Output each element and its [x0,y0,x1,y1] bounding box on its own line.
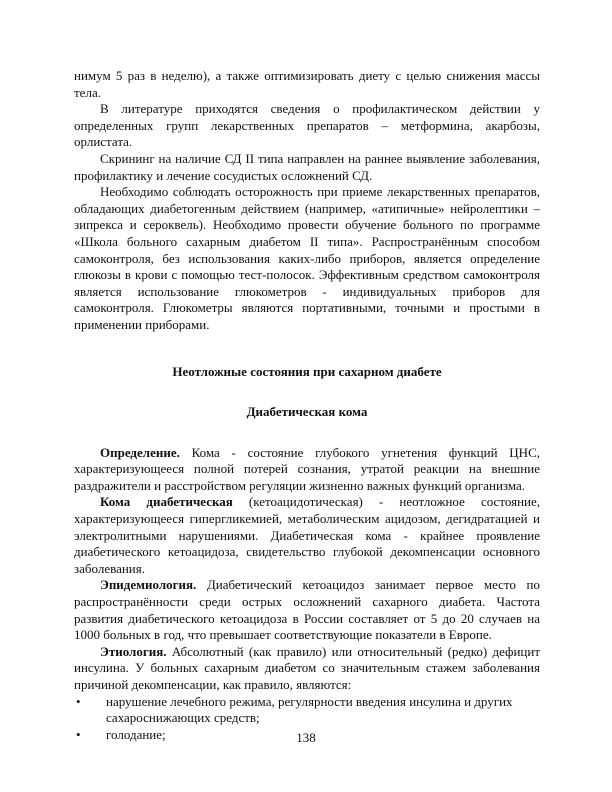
list-item-text: голодание; [106,726,166,742]
ketoacidotic-text: (кетоацидотическая) - неотложное состояние, характеризующееся гипергликемией, метаболическим ацидозом, дегидратацией и электролитными нарушениями. Диабетическая кома - крайнее проявление диабетического кетоацидоза, свидетельство глубокой декомпенсации основного заболевания. [74,494,541,576]
paragraph-continuation: нимум 5 раз в неделю), а также оптимизировать диету с целью снижения массы тела. [74,68,540,100]
list-item [74,694,540,727]
bullet-icon: • [76,693,81,709]
list-item-text: нарушение лечебного режима, регулярности введения инсулина и других сахароснижающих средств; [106,693,513,726]
paragraph-drug-prevention: В литературе приходятся сведения о профилактическом действии у определенных групп лекарственных препаратов – метформина, акарбозы, орлистата. [74,101,540,150]
paragraph-screening: Скрининг на наличие СД II типа направлен на раннее выявление заболевания, профилактику и лечение сосудистых осложнений СД. [74,150,540,183]
etiology-text: Абсолютный (как правило) или относительный (редко) дефицит инсулина. У больных сахарным диабетом со значительным стажем заболевания причиной декомпенсации, как правило, являются: [74,643,540,692]
paragraph-etiology [74,644,540,694]
bullet-icon: • [76,726,81,742]
epidemiology-text: Диабетический кетоацидоз занимает первое место по распространённости среди острых осложнений сахарного диабета. Частота развития диабетического кетоацидоза в России составляет от 5 до 20 случаев на 1000 больных в год, что превышает соответствующие показатели в Европе. [74,577,540,643]
subsection-title: Диабетическая кома [246,404,368,420]
etiology-term: Этиология. [100,643,167,659]
definition-term: Определение. [100,444,180,460]
document-page [74,68,540,743]
paragraph-self-control: Необходимо соблюдать осторожность при приеме лекарственных препаратов, обладающих диабетогенным действием (например, «атипичные» нейролептики – зипрекса и сероквель). Необходимо провести обучение больного по программе «Школа больного сахарным диабетом II типа». Распространённым способом самоконтроля, без использования каких-либо приборов, является определение глюкозы в крови с помощью тест-полосок. Эффективным средством самоконтроля является использование глюкометров - индивидуальных приборов для самоконтроля. Глюкометры являются портативными, точными и простыми в применении приборами. [74,184,540,332]
section-title: Неотложные состояния при сахарном диабете [172,363,442,379]
paragraph-epidemiology [74,577,540,643]
paragraph-definition [74,445,540,495]
definition-text: Кома - состояние глубокого угнетения функций ЦНС, характеризующееся полной потерей сознания, утратой реакции на внешние раздражители и расстройством регуляции жизненно важных функций организма. [74,444,540,493]
page-number: 138 [296,730,316,745]
epidemiology-term: Эпидемиология. [100,577,197,593]
ketoacidotic-term: Кома диабетическая [100,494,233,510]
paragraph-ketoacidotic-coma [74,494,540,577]
